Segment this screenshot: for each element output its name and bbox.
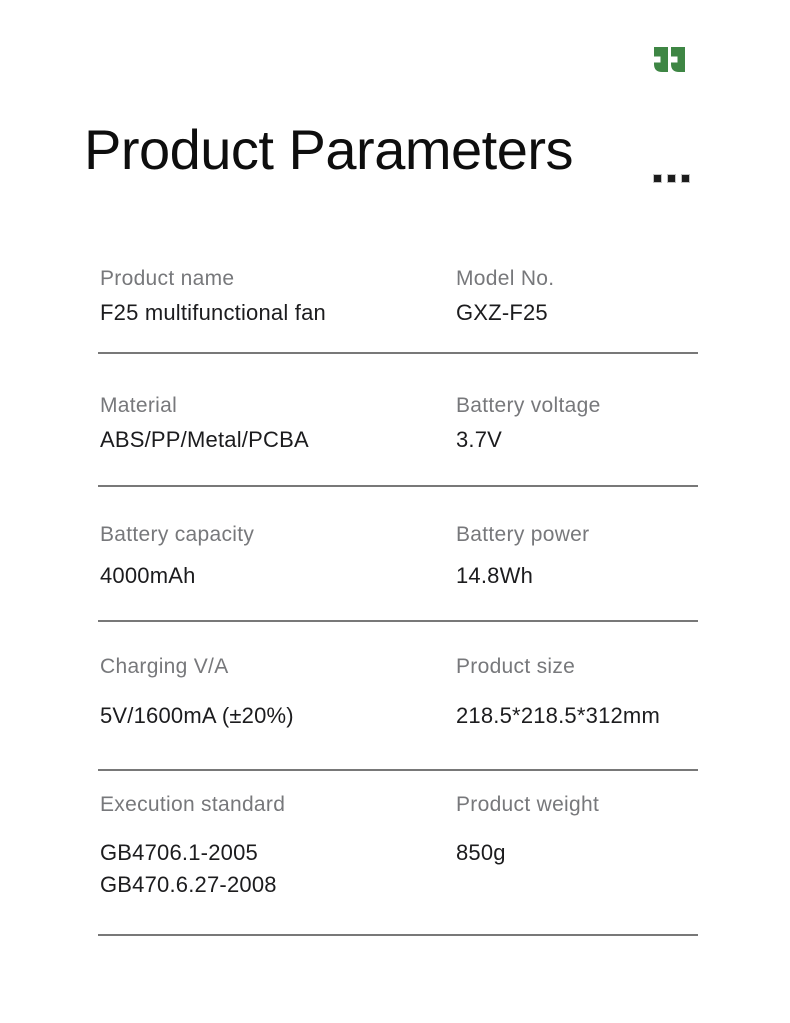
param-label: Battery power (456, 523, 590, 546)
param-label: Battery voltage (456, 394, 601, 417)
row-divider (98, 769, 698, 771)
row-divider (98, 485, 698, 487)
row-divider (98, 934, 698, 936)
param-value: 14.8Wh (456, 563, 534, 588)
param-value: GB4706.1-2005 (100, 840, 258, 865)
table-row (100, 524, 698, 634)
table-row (100, 794, 698, 934)
cell-product-weight (456, 794, 756, 934)
row-divider (98, 352, 698, 354)
dot-icon (682, 175, 689, 182)
param-value: F25 multifunctional fan (100, 300, 326, 325)
param-value: GXZ-F25 (456, 300, 548, 325)
param-value: ABS/PP/Metal/PCBA (100, 427, 309, 452)
dot-icon (654, 175, 661, 182)
table-row (100, 268, 698, 378)
param-value: 850g (456, 840, 506, 865)
cell-battery-power (456, 524, 756, 634)
param-label: Charging V/A (100, 655, 229, 678)
param-value: 4000mAh (100, 563, 196, 588)
table-row (100, 656, 698, 766)
quote-mark-left (654, 47, 668, 72)
dot-icon (668, 175, 675, 182)
param-label: Material (100, 394, 178, 417)
param-value-line2: GB470.6.27-2008 (100, 872, 277, 897)
dots-accent (654, 175, 689, 182)
cell-model-no (456, 268, 756, 378)
param-value: 218.5*218.5*312mm (456, 703, 660, 728)
table-row (100, 395, 698, 505)
quote-icon (654, 47, 685, 72)
page-title: Product Parameters (84, 117, 573, 181)
param-value: 5V/1600mA (±20%) (100, 703, 294, 728)
cell-execution-standard (100, 794, 400, 934)
quote-mark-right (671, 47, 685, 72)
cell-charging (100, 656, 400, 766)
param-label: Product weight (456, 793, 600, 816)
param-value: 3.7V (456, 427, 503, 452)
cell-material (100, 395, 400, 505)
row-divider (98, 620, 698, 622)
cell-battery-voltage (456, 395, 756, 505)
cell-product-name (100, 268, 400, 378)
param-label: Execution standard (100, 793, 286, 816)
param-label: Model No. (456, 267, 555, 290)
param-label: Battery capacity (100, 523, 255, 546)
cell-product-size (456, 656, 756, 766)
cell-battery-capacity (100, 524, 400, 634)
param-label: Product name (100, 267, 235, 290)
param-label: Product size (456, 655, 576, 678)
